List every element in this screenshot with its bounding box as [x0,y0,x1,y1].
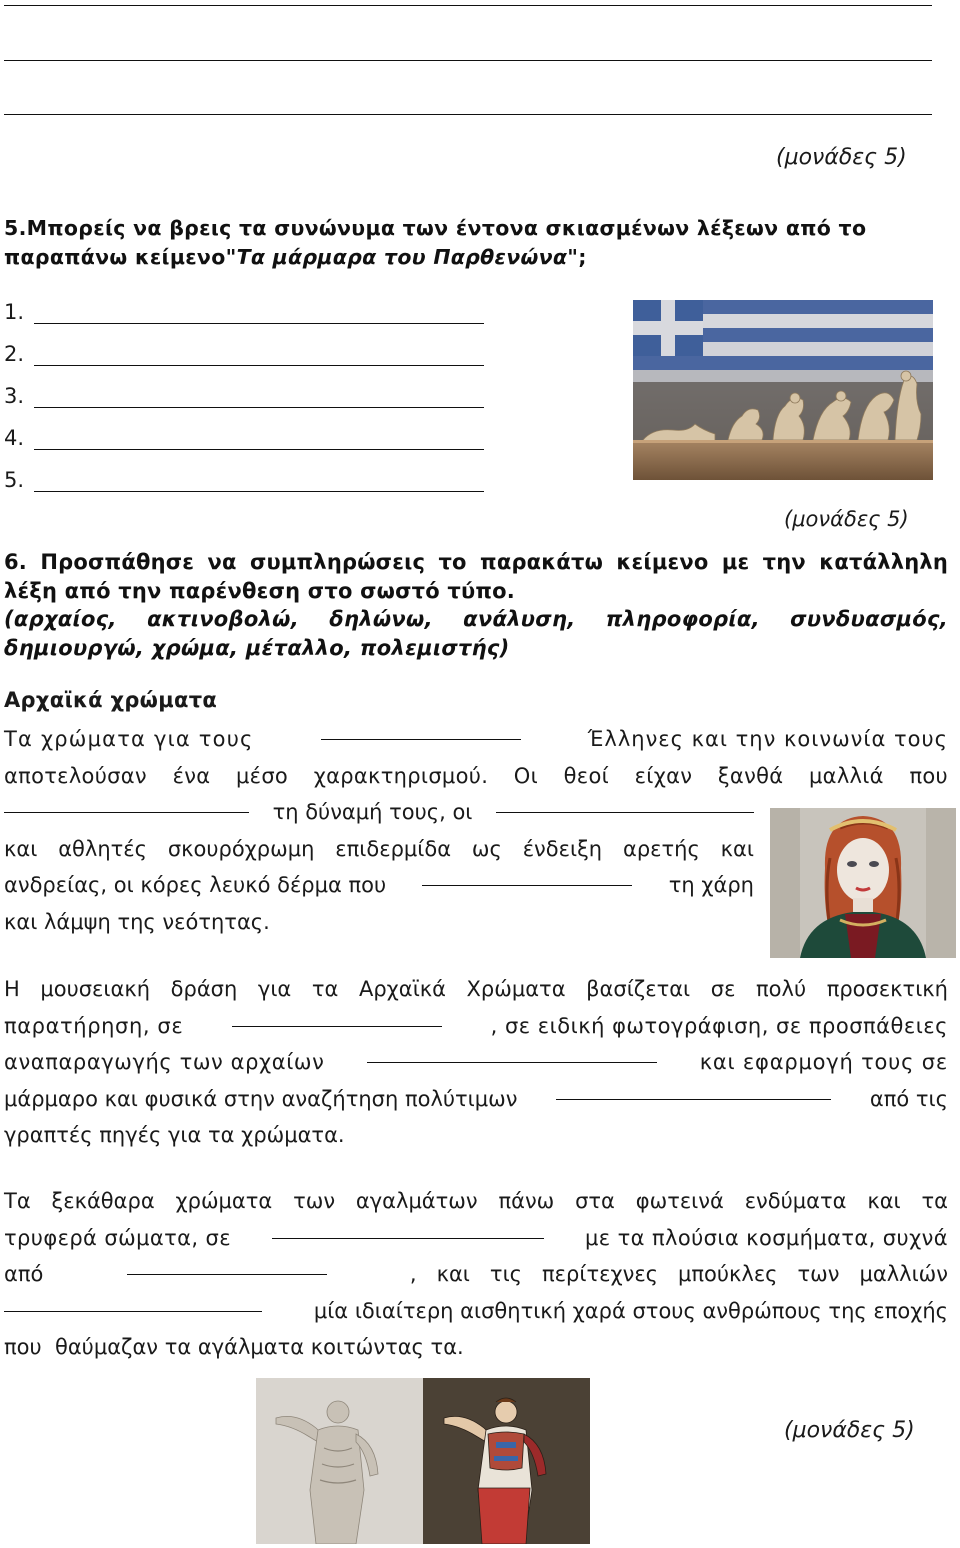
answer-blank[interactable] [232,1008,442,1027]
text-line: που θαύμαζαν τα αγάλματα κοιτώντας τα. [4,1335,464,1359]
text-segment: αναπαραγωγής των αρχαίων [4,1050,325,1074]
answer-line[interactable] [34,323,484,324]
text-segment: Τα χρώματα για τους [4,727,254,751]
paragraph-3 [4,1183,948,1366]
answer-blank[interactable] [127,1256,327,1275]
text-segment: μία ιδιαίτερη αισθητική χαρά στους ανθρώπους της εποχής [313,1298,948,1323]
question-5 [4,214,948,272]
instruction-line: λέξη από την παρένθεση στο σωστό τύπο. [4,579,515,603]
text-segment: τρυφερά σώματα, σε [4,1225,231,1250]
question-number: 5. [4,216,27,240]
text-segment: παρατήρηση, σε [4,1013,184,1038]
answer-blank[interactable] [272,1220,544,1239]
answer-line[interactable] [34,449,484,450]
marks-label: (μονάδες 5) [784,1418,915,1443]
paragraph-2 [4,971,948,1154]
answer-blank[interactable] [556,1081,831,1100]
answer-line[interactable] [4,114,932,115]
question-number: 6. [4,550,27,574]
text-line: και αθλητές σκουρόχρωμη επιδερμίδα ως ένδειξη αρετής και [4,836,754,861]
text-segment: με τα πλούσια κοσμήματα, συχνά [585,1225,948,1250]
text-segment: ανδρείας, οι κόρες λευκό δέρμα που [4,873,387,897]
question-6-instruction [4,548,948,606]
marks-label: (μονάδες 5) [784,507,909,531]
list-item-number: 1. [4,300,25,324]
word-bank-line: (αρχαίος, ακτινοβολώ, δηλώνω, ανάλυση, πληροφορία, συνδυασμός, [4,607,948,631]
text-segment: , σε ειδική φωτογράφιση, σε προσπάθειες [490,1013,948,1038]
text-segment: Έλληνες και την κοινωνία τους [587,727,948,751]
marks-label: (μονάδες 5) [776,145,907,170]
text-segment: τη χάρη [668,873,754,897]
text-segment: από τις [869,1086,948,1111]
answer-blank[interactable] [4,794,249,813]
answer-blank[interactable] [4,1293,262,1312]
text-line: και λάμψη της νεότητας. [4,909,270,934]
augustus-statues-photo [256,1378,590,1544]
list-item-number: 5. [4,468,25,492]
text-line: Τα ξεκάθαρα χρώματα των αγαλμάτων πάνω στα φωτεινά ενδύματα και τα [4,1189,948,1213]
answer-line[interactable] [4,60,932,61]
answer-blank[interactable] [496,794,754,813]
answer-blank[interactable] [321,721,521,740]
answer-line[interactable] [34,365,484,366]
answer-line[interactable] [34,491,484,492]
list-item-number: 2. [4,342,25,366]
answer-line[interactable] [4,5,932,6]
text-segment: τη δύναμή τους, οι [272,800,473,824]
text-segment: μάρμαρο και φυσικά στην αναζήτηση πολύτιμων [4,1086,518,1111]
question-end: "; [567,245,587,269]
word-bank-line: δημιουργώ, χρώμα, μέταλλο, πολεμιστής) [4,636,510,660]
text-line: γραπτές πηγές για τα χρώματα. [4,1123,345,1147]
text-line: αποτελούσαν ένα μέσο χαρακτηρισμού. Οι θεοί είχαν ξανθά μαλλιά που [4,763,948,788]
answer-blank[interactable] [422,867,632,886]
list-item-number: 4. [4,426,25,450]
parthenon-marbles-photo [633,300,933,480]
section-heading: Αρχαϊκά χρώματα [4,688,218,712]
answer-line[interactable] [34,407,484,408]
text-segment: από [4,1262,44,1286]
question-text: Μπορείς να βρεις τα συνώνυμα των έντονα σκιασμένων λέξεων από το παραπάνω κείμενο" [4,216,867,269]
text-title: Τα μάρμαρα του Παρθενώνα [236,245,568,269]
list-item-number: 3. [4,384,25,408]
kore-statue-photo [770,808,956,958]
text-segment: , και τις περίτεχνες μπούκλες των μαλλιών [409,1262,948,1286]
word-bank [4,605,948,663]
text-segment: και εφαρμογή τους σε [699,1050,948,1074]
text-line: Η μουσειακή δράση για τα Αρχαϊκά Χρώματα βασίζεται σε πολύ προσεκτική [4,977,948,1001]
answer-blank[interactable] [367,1044,657,1063]
instruction-line: Προσπάθησε να συμπληρώσεις το παρακάτω κείμενο με την κατάλληλη [27,550,948,574]
